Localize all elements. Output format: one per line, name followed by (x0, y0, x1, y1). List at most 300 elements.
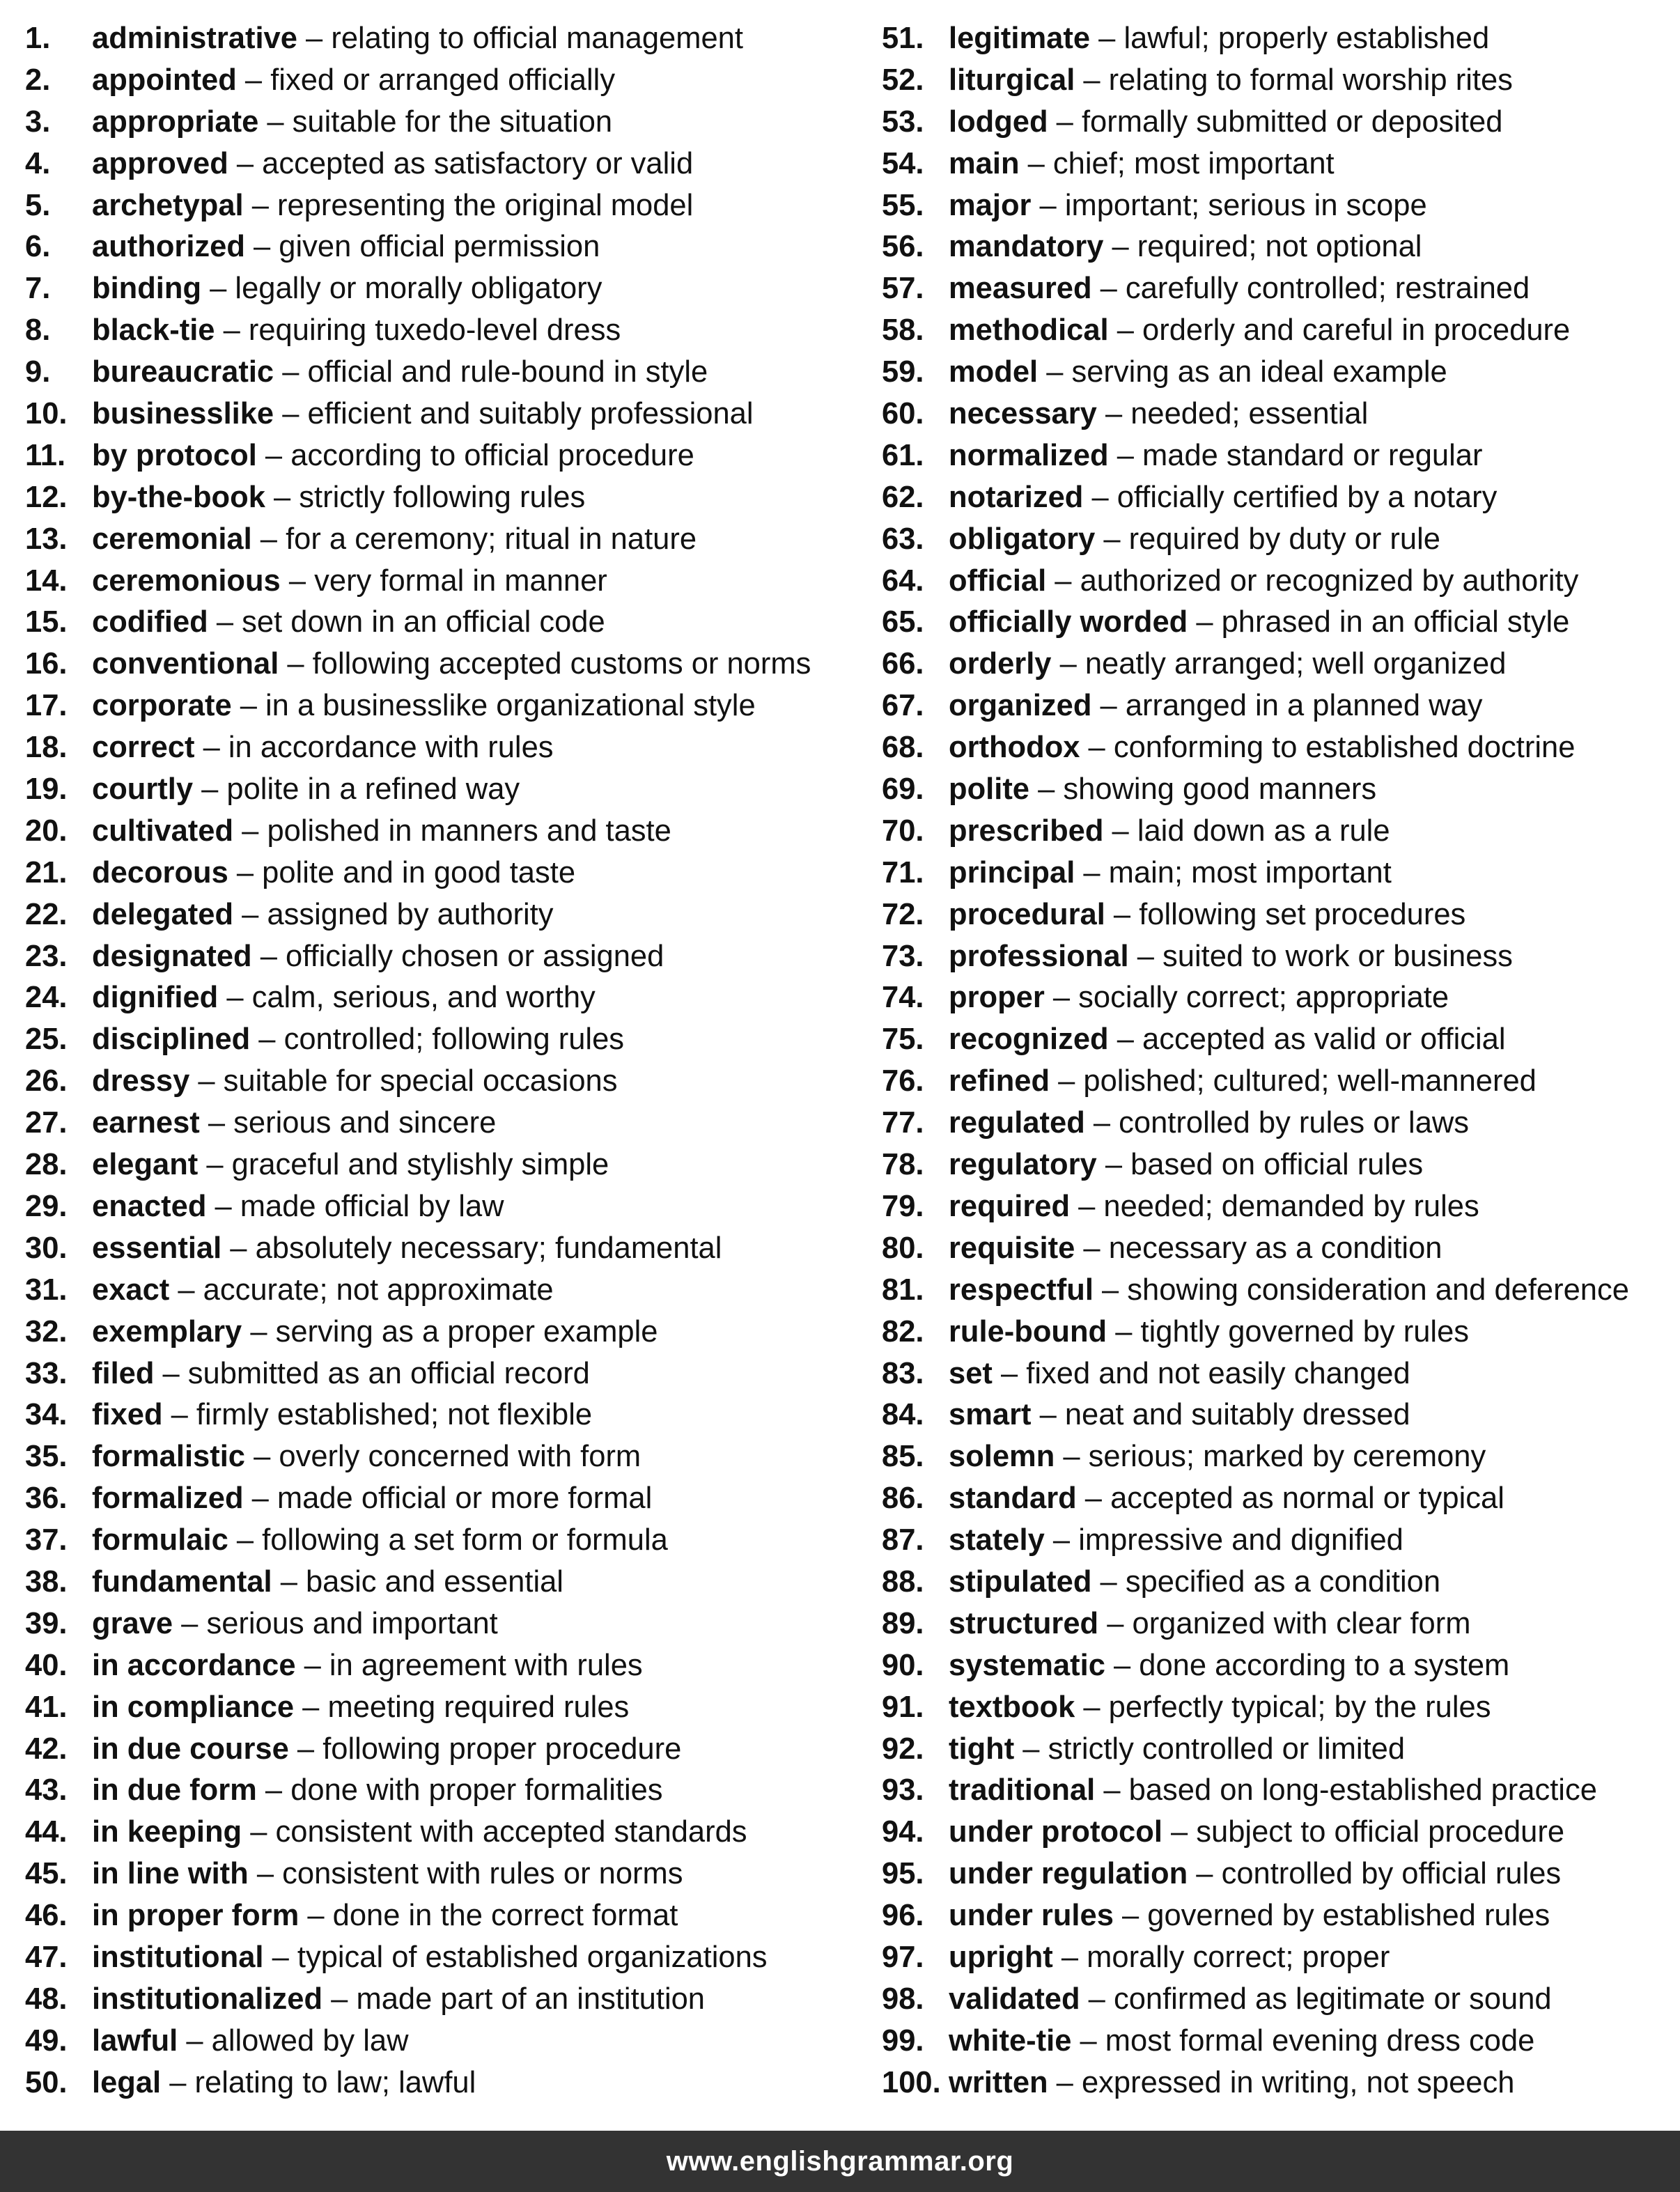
word-entry (25, 1394, 861, 1436)
word-entry (25, 268, 861, 310)
entry-term: disciplined (92, 1023, 251, 1057)
word-entry (882, 1353, 1680, 1395)
entry-definition: representing the original model (277, 188, 694, 222)
entry-number: 63. (882, 522, 924, 556)
word-entry (882, 1770, 1680, 1812)
entry-number: 27. (25, 1106, 68, 1140)
entry-definition: specified as a condition (1125, 1564, 1441, 1599)
entry-text: under regulation – controlled by official rules (949, 1857, 1562, 1891)
entry-term: formalistic (92, 1440, 245, 1474)
entry-definition: laid down as a rule (1137, 814, 1390, 848)
entry-definition: overly concerned with form (279, 1440, 641, 1474)
entry-text: archetypal – representing the original model (92, 188, 694, 222)
word-entry (25, 60, 861, 102)
entry-definition: official and rule-bound in style (307, 355, 708, 389)
entry-text: textbook – perfectly typical; by the rules (949, 1690, 1491, 1724)
entry-number: 57. (882, 272, 924, 306)
word-entry (882, 1436, 1680, 1478)
entry-number: 2. (25, 63, 51, 97)
entry-number: 80. (882, 1231, 924, 1265)
entry-term: by protocol (92, 438, 257, 472)
entry-text: organized – arranged in a planned way (949, 689, 1483, 723)
word-entry (882, 1520, 1680, 1562)
word-entry (25, 811, 861, 853)
entry-number: 49. (25, 2023, 68, 2058)
entry-text: respectful – showing consideration and deference (949, 1273, 1629, 1307)
word-entry (25, 1019, 861, 1061)
entry-number: 94. (882, 1815, 924, 1849)
entry-number: 21. (25, 855, 68, 889)
word-entry (25, 435, 861, 477)
word-entry (25, 143, 861, 185)
entry-term: upright (949, 1940, 1053, 1974)
entry-text: designated – officially chosen or assigned (92, 939, 664, 973)
entry-number: 96. (882, 1899, 924, 1933)
entry-term: grave (92, 1606, 173, 1640)
word-entry (25, 1895, 861, 1937)
entry-text: stipulated – specified as a condition (949, 1564, 1441, 1599)
entry-definition: typical of established organizations (297, 1940, 768, 1974)
word-entry (882, 1895, 1680, 1937)
word-entry (882, 977, 1680, 1019)
entry-number: 1. (25, 22, 51, 55)
entry-number: 17. (25, 689, 68, 723)
entry-number: 15. (25, 605, 68, 639)
entry-definition: strictly controlled or limited (1048, 1732, 1406, 1766)
entry-term: exemplary (92, 1314, 242, 1348)
entry-number: 52. (882, 63, 924, 97)
entry-definition: subject to official procedure (1196, 1815, 1565, 1849)
entry-term: systematic (949, 1648, 1105, 1682)
entry-term: courtly (92, 772, 194, 807)
entry-definition: confirmed as legitimate or sound (1113, 1982, 1552, 2016)
word-entry (882, 1937, 1680, 1979)
word-entry (25, 936, 861, 978)
entry-definition: arranged in a planned way (1125, 689, 1483, 723)
word-entry (882, 1186, 1680, 1228)
entry-definition: given official permission (279, 230, 600, 264)
word-entry (882, 1603, 1680, 1645)
entry-term: regulated (949, 1106, 1085, 1140)
entry-term: organized (949, 689, 1092, 723)
word-entry (25, 185, 861, 227)
word-entry (25, 477, 861, 519)
entry-text: officially worded – phrased in an official style (949, 605, 1570, 639)
entry-text: notarized – officially certified by a notary (949, 480, 1498, 514)
entry-term: in keeping (92, 1815, 242, 1849)
entry-number: 72. (882, 897, 924, 931)
entry-number: 88. (882, 1564, 924, 1599)
word-entry (25, 1562, 861, 1603)
entry-definition: very formal in manner (314, 563, 607, 598)
entry-text: smart – neat and suitably dressed (949, 1398, 1410, 1432)
entry-text: appointed – fixed or arranged officially (92, 63, 616, 97)
word-entry (882, 1853, 1680, 1895)
entry-number: 5. (25, 188, 51, 222)
entry-text: conventional – following accepted customs or norms (92, 647, 811, 681)
entry-definition: relating to formal worship rites (1108, 63, 1513, 97)
entry-number: 68. (882, 731, 924, 765)
word-entry (882, 226, 1680, 268)
word-entry (882, 1103, 1680, 1144)
entry-text: lawful – allowed by law (92, 2023, 409, 2058)
entry-number: 76. (882, 1064, 924, 1098)
word-entry (25, 1478, 861, 1520)
word-entry (882, 352, 1680, 394)
entry-definition: requiring tuxedo-level dress (248, 313, 621, 348)
entry-term: conventional (92, 647, 279, 681)
word-entry (25, 310, 861, 352)
entry-term: orthodox (949, 731, 1080, 765)
word-entry (882, 1812, 1680, 1853)
entry-number: 66. (882, 647, 924, 681)
entry-term: respectful (949, 1273, 1094, 1307)
entry-term: stipulated (949, 1564, 1092, 1599)
entry-text: solemn – serious; marked by ceremony (949, 1440, 1486, 1474)
entry-text: dressy – suitable for special occasions (92, 1064, 618, 1098)
entry-definition: graceful and stylishly simple (231, 1148, 609, 1182)
entry-text: legal – relating to law; lawful (92, 2065, 476, 2099)
entry-number: 12. (25, 480, 68, 514)
word-entry (25, 352, 861, 394)
entry-number: 55. (882, 188, 924, 222)
word-entry (882, 1562, 1680, 1603)
word-entry (882, 143, 1680, 185)
entry-term: recognized (949, 1023, 1109, 1057)
entry-number: 35. (25, 1440, 68, 1474)
entry-definition: orderly and careful in procedure (1142, 313, 1571, 348)
entry-number: 34. (25, 1398, 68, 1432)
entry-number: 23. (25, 939, 68, 973)
entry-text: administrative – relating to official management (92, 22, 743, 55)
word-entry (882, 435, 1680, 477)
word-entry (25, 1979, 861, 2021)
entry-definition: controlled by official rules (1221, 1857, 1562, 1891)
word-entry (882, 1729, 1680, 1771)
entry-term: formalized (92, 1482, 244, 1516)
entry-definition: according to official procedure (290, 438, 694, 472)
entry-text: enacted – made official by law (92, 1189, 504, 1223)
entry-definition: serving as an ideal example (1071, 355, 1447, 389)
entry-term: obligatory (949, 522, 1096, 556)
entry-term: structured (949, 1606, 1099, 1640)
entry-term: polite (949, 772, 1029, 807)
word-entry (25, 1937, 861, 1979)
entry-definition: main; most important (1108, 855, 1392, 889)
entry-number: 97. (882, 1940, 924, 1974)
word-entry (882, 18, 1680, 60)
entry-definition: perfectly typical; by the rules (1108, 1690, 1491, 1724)
entry-text: institutionalized – made part of an institution (92, 1982, 706, 2016)
entry-text: normalized – made standard or regular (949, 438, 1483, 472)
entry-definition: submitted as an official record (187, 1356, 590, 1390)
word-entry (882, 60, 1680, 102)
word-entry (25, 226, 861, 268)
entry-definition: relating to law; lawful (194, 2065, 476, 2099)
entry-term: required (949, 1189, 1071, 1223)
entry-number: 20. (25, 814, 68, 848)
word-entry (25, 1436, 861, 1478)
entry-term: archetypal (92, 188, 244, 222)
entry-definition: morally correct; proper (1087, 1940, 1390, 1974)
entry-definition: allowed by law (211, 2023, 409, 2058)
entry-definition: legally or morally obligatory (235, 272, 602, 306)
entry-text: official – authorized or recognized by authority (949, 563, 1579, 598)
entry-term: authorized (92, 230, 245, 264)
entry-term: tight (949, 1732, 1015, 1766)
word-entry (882, 268, 1680, 310)
word-entry (25, 2062, 861, 2104)
entry-definition: neat and suitably dressed (1064, 1398, 1410, 1432)
entry-number: 4. (25, 146, 51, 180)
entry-text: regulatory – based on official rules (949, 1148, 1424, 1182)
word-entry (882, 519, 1680, 561)
entry-term: regulatory (949, 1148, 1097, 1182)
entry-number: 50. (25, 2065, 68, 2099)
entry-number: 60. (882, 397, 924, 431)
entry-text: in proper form – done in the correct format (92, 1899, 678, 1933)
entry-number: 86. (882, 1482, 924, 1516)
entry-number: 9. (25, 355, 51, 389)
entry-number: 16. (25, 647, 68, 681)
entry-number: 81. (882, 1273, 924, 1307)
entry-number: 10. (25, 397, 68, 431)
entry-term: formulaic (92, 1523, 228, 1557)
entry-term: normalized (949, 438, 1109, 472)
word-entry (882, 1144, 1680, 1186)
entry-text: recognized – accepted as valid or official (949, 1023, 1506, 1057)
entry-text: by-the-book – strictly following rules (92, 480, 586, 514)
entry-definition: relating to official management (331, 22, 743, 55)
word-entry (882, 102, 1680, 143)
entry-definition: showing consideration and deference (1127, 1273, 1629, 1307)
entry-text: in due course – following proper procedure (92, 1732, 682, 1766)
entry-text: procedural – following set procedures (949, 897, 1466, 931)
entry-term: elegant (92, 1148, 199, 1182)
entry-term: earnest (92, 1106, 200, 1140)
entry-text: correct – in accordance with rules (92, 731, 554, 765)
word-entry (25, 1228, 861, 1270)
entry-definition: fixed or arranged officially (270, 63, 616, 97)
entry-term: enacted (92, 1189, 207, 1223)
entry-definition: following a set form or formula (262, 1523, 668, 1557)
entry-text: in compliance – meeting required rules (92, 1690, 630, 1724)
entry-number: 46. (25, 1899, 68, 1933)
entry-number: 51. (882, 22, 924, 55)
entry-text: requisite – necessary as a condition (949, 1231, 1442, 1265)
entry-term: refined (949, 1064, 1050, 1098)
entry-definition: serious and important (206, 1606, 498, 1640)
entry-definition: consistent with accepted standards (275, 1815, 747, 1849)
entry-text: formalized – made official or more formal (92, 1482, 653, 1516)
entry-number: 8. (25, 313, 51, 348)
entry-definition: most formal evening dress code (1105, 2023, 1535, 2058)
entry-definition: socially correct; appropriate (1078, 981, 1449, 1015)
word-entry (882, 769, 1680, 811)
entry-term: corporate (92, 689, 232, 723)
entry-definition: necessary as a condition (1108, 1231, 1442, 1265)
word-entry (882, 561, 1680, 603)
entry-number: 73. (882, 939, 924, 973)
entry-definition: for a ceremony; ritual in nature (286, 522, 697, 556)
entry-definition: carefully controlled; restrained (1125, 272, 1530, 306)
entry-term: under regulation (949, 1857, 1188, 1891)
entry-definition: fixed and not easily changed (1026, 1356, 1410, 1390)
entry-text: under rules – governed by established rules (949, 1899, 1550, 1933)
entry-text: standard – accepted as normal or typical (949, 1482, 1504, 1516)
entry-definition: controlled by rules or laws (1119, 1106, 1470, 1140)
entry-text: institutional – typical of established organizations (92, 1940, 768, 1974)
entry-number: 69. (882, 772, 924, 807)
entry-definition: polished; cultured; well-mannered (1083, 1064, 1537, 1098)
entry-text: orderly – neatly arranged; well organized (949, 647, 1507, 681)
entry-number: 95. (882, 1857, 924, 1891)
entry-term: dressy (92, 1064, 190, 1098)
entry-term: measured (949, 272, 1092, 306)
entry-definition: required by duty or rule (1128, 522, 1440, 556)
entry-text: bureaucratic – official and rule-bound in style (92, 355, 708, 389)
entry-definition: done according to a system (1139, 1648, 1510, 1682)
entry-term: necessary (949, 397, 1097, 431)
word-entry (25, 1853, 861, 1895)
entry-definition: accurate; not approximate (203, 1273, 554, 1307)
word-entry (25, 1270, 861, 1312)
entry-text: filed – submitted as an official record (92, 1356, 590, 1390)
entry-text: formulaic – following a set form or formula (92, 1523, 668, 1557)
entry-term: cultivated (92, 814, 234, 848)
entry-text: under protocol – subject to official procedure (949, 1815, 1565, 1849)
entry-number: 45. (25, 1857, 68, 1891)
word-entry (882, 1394, 1680, 1436)
entry-term: textbook (949, 1690, 1075, 1724)
entry-term: by-the-book (92, 480, 265, 514)
entry-number: 79. (882, 1189, 924, 1223)
word-entry (25, 602, 861, 644)
entry-definition: organized with clear form (1132, 1606, 1471, 1640)
entry-definition: important; serious in scope (1064, 188, 1427, 222)
entry-definition: set down in an official code (242, 605, 605, 639)
entry-text: ceremonial – for a ceremony; ritual in nature (92, 522, 697, 556)
entry-number: 89. (882, 1606, 924, 1640)
entry-number: 58. (882, 313, 924, 348)
word-entry (882, 1228, 1680, 1270)
entry-number: 28. (25, 1148, 68, 1182)
entry-term: requisite (949, 1231, 1075, 1265)
entry-term: black-tie (92, 313, 215, 348)
word-entry (25, 977, 861, 1019)
word-entry (25, 1103, 861, 1144)
entry-definition: tightly governed by rules (1140, 1314, 1470, 1348)
entry-term: in due form (92, 1773, 257, 1808)
entry-term: correct (92, 731, 195, 765)
entry-text: major – important; serious in scope (949, 188, 1427, 222)
entry-term: main (949, 146, 1020, 180)
entry-term: principal (949, 855, 1075, 889)
word-entry (882, 394, 1680, 435)
entry-text: prescribed – laid down as a rule (949, 814, 1390, 848)
entry-text: authorized – given official permission (92, 230, 600, 264)
entry-number: 29. (25, 1189, 68, 1223)
entry-text: proper – socially correct; appropriate (949, 981, 1449, 1015)
entry-term: written (949, 2065, 1048, 2099)
entry-number: 91. (882, 1690, 924, 1724)
entry-number: 32. (25, 1314, 68, 1348)
entry-definition: suitable for special occasions (223, 1064, 618, 1098)
entry-definition: showing good manners (1063, 772, 1377, 807)
entry-definition: serving as a proper example (275, 1314, 658, 1348)
word-entry (882, 185, 1680, 227)
word-entry (882, 2021, 1680, 2062)
entry-number: 38. (25, 1564, 68, 1599)
entry-number: 25. (25, 1023, 68, 1057)
entry-term: businesslike (92, 397, 274, 431)
entry-term: solemn (949, 1440, 1055, 1474)
entry-term: in accordance (92, 1648, 296, 1682)
entry-text: essential – absolutely necessary; fundamental (92, 1231, 722, 1265)
entry-number: 39. (25, 1606, 68, 1640)
word-entry (25, 1729, 861, 1771)
entry-number: 7. (25, 272, 51, 306)
entry-definition: suitable for the situation (292, 104, 613, 139)
word-entry (25, 18, 861, 60)
entry-number: 61. (882, 438, 924, 472)
entry-number: 24. (25, 981, 68, 1015)
entry-term: validated (949, 1982, 1080, 2016)
entry-number: 93. (882, 1773, 924, 1808)
word-entry (882, 1478, 1680, 1520)
entry-term: dignified (92, 981, 219, 1015)
word-entry (25, 561, 861, 603)
word-list-column-left (25, 18, 861, 2104)
entry-definition: made part of an institution (356, 1982, 706, 2016)
entry-number: 67. (882, 689, 924, 723)
entry-text: dignified – calm, serious, and worthy (92, 981, 596, 1015)
entry-number: 82. (882, 1314, 924, 1348)
entry-definition: officially certified by a notary (1117, 480, 1498, 514)
entry-number: 70. (882, 814, 924, 848)
entry-text: black-tie – requiring tuxedo-level dress (92, 313, 621, 348)
entry-text: corporate – in a businesslike organizational style (92, 689, 756, 723)
entry-number: 31. (25, 1273, 68, 1307)
word-entry (25, 644, 861, 685)
entry-term: in due course (92, 1732, 289, 1766)
entry-definition: made standard or regular (1142, 438, 1483, 472)
entry-term: binding (92, 272, 202, 306)
entry-number: 75. (882, 1023, 924, 1057)
word-list (0, 18, 1680, 2108)
entry-definition: in agreement with rules (329, 1648, 643, 1682)
entry-number: 19. (25, 772, 68, 807)
entry-number: 30. (25, 1231, 68, 1265)
entry-definition: suited to work or business (1162, 939, 1513, 973)
entry-term: institutional (92, 1940, 264, 1974)
entry-number: 13. (25, 522, 68, 556)
entry-number: 26. (25, 1064, 68, 1098)
entry-text: upright – morally correct; proper (949, 1940, 1390, 1974)
entry-term: administrative (92, 22, 297, 55)
entry-definition: chief; most important (1052, 146, 1335, 180)
entry-definition: phrased in an official style (1221, 605, 1570, 639)
entry-text: necessary – needed; essential (949, 397, 1369, 431)
entry-text: disciplined – controlled; following rules (92, 1023, 625, 1057)
entry-term: traditional (949, 1773, 1096, 1808)
word-entry (882, 477, 1680, 519)
entry-number: 44. (25, 1815, 68, 1849)
entry-term: fundamental (92, 1564, 272, 1599)
entry-definition: firmly established; not flexible (196, 1398, 593, 1432)
entry-number: 3. (25, 104, 51, 139)
entry-term: in compliance (92, 1690, 295, 1724)
